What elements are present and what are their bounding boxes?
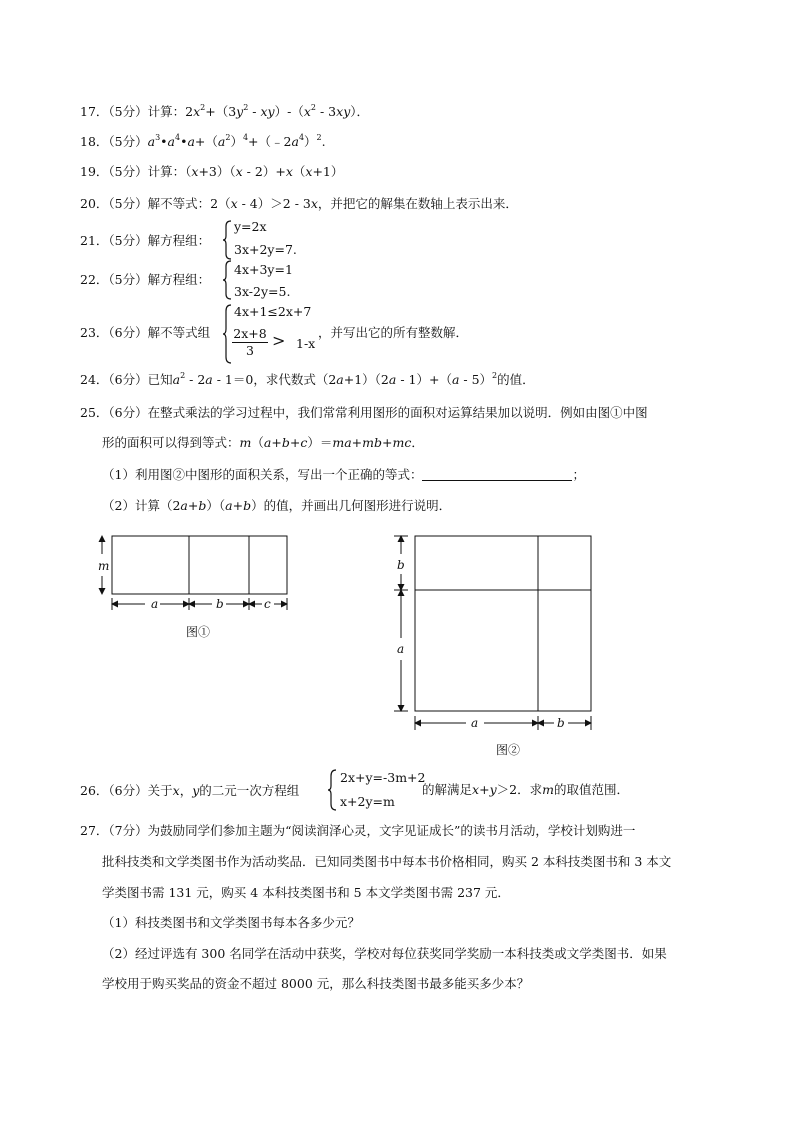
question-score: （5分） [108,196,148,211]
question-text: 计算： [147,164,186,179]
label-a-left: a [397,642,405,656]
figure-2 [386,530,606,764]
question-text: 关于 [147,783,173,798]
figure-2-caption: 图② [496,743,521,757]
question-score: （7分） [108,823,148,838]
question-score: （5分） [108,104,148,119]
label-b: b [216,597,224,611]
question-17 [80,104,369,120]
question-27-line-3: 学类图书需 131 元，购买 4 本科技类图书和 5 本文学类图书需 237 元． [102,885,510,900]
math-expression: $a^3•a^4•a+(a^2)^4+(﹣2a^4)^2$. [147,132,326,149]
question-text: 形的面积可以得到等式： [102,435,240,450]
equation-2: 3x+2y=7. [234,242,297,257]
question-text: 解不等式组 [147,325,211,340]
question-score: （5分） [108,164,148,179]
fraction-denominator: 3 [246,343,254,358]
question-number: 23． [80,325,109,340]
figure-1 [90,530,300,650]
equation-1: 2x+y=-3m+2 [340,770,426,785]
question-number: 19． [80,164,109,179]
question-number: 18． [80,134,109,149]
outer-square [415,536,591,711]
label-a: a [151,597,159,611]
question-25 [80,405,648,421]
question-text: 的二元一次方程组 [199,783,300,798]
question-number: 26． [80,783,109,798]
question-number: 21． [80,233,109,248]
figure-1-caption: 图① [186,625,211,639]
question-score: （6分） [108,783,148,798]
question-number: 24． [80,372,109,387]
question-text: 已知 [147,372,173,387]
question-24 [80,372,535,388]
question-text: 的值． [497,372,535,387]
question-19 [80,164,343,180]
question-text: 计算： [147,104,186,119]
question-27 [80,823,635,839]
question-text: ，并把它的解集在数轴上表示出来． [317,196,518,211]
question-26: 26．（6分）关于x，y的二元一次方程组 [80,783,300,798]
question-text: 解不等式： [147,196,211,211]
question-18 [80,134,326,150]
left-brace [223,260,233,300]
label-a-bottom: a [471,716,479,730]
question-text: ）的值，并画出几何图形进行说明． [251,498,452,513]
question-text: （2）计算（ [102,498,173,513]
question-text: ，求代数式 [253,372,316,387]
inequality-rhs: 1-x [296,336,316,351]
label-c: c [264,597,271,611]
left-brace [328,769,338,811]
question-number: 22． [80,272,109,287]
question-score: （5分） [108,233,148,248]
question-27-line-2: 批科技类和文学类图书作为活动奖品．已知同类图书中每本书价格相同，购买 2 本科技类图书和 3 本文 [102,854,672,869]
question-text: 为鼓励同学们参加主题为“阅读润泽心灵，文字见证成长”的读书月活动，学校计划购进一 [147,823,636,838]
question-text: 解方程组： [147,233,211,248]
question-20 [80,196,518,212]
question-23 [80,325,210,341]
question-score: （6分） [108,372,148,387]
question-number: 17． [80,104,109,119]
question-21 [80,233,210,249]
question-text: 解方程组： [147,272,211,287]
fraction-numerator: 2x+8 [233,326,267,341]
greater-than-sign: > [272,331,286,350]
fraction [232,327,268,358]
math-expression: m（a+b+c）＝ma+mb+mc． [239,435,424,450]
question-26-tail: 的解满足x+y＞2．求m的取值范围． [422,782,629,797]
math-expression: $2x^2+(3y^2 - xy)-(x^2 - 3xy)$． [185,102,370,119]
question-score: （6分） [108,405,148,420]
question-number: 25． [80,405,109,420]
equation-1: 4x+3y=1 [234,262,293,277]
equation-1: y=2x [234,219,267,234]
equation-2: 3x-2y=5. [234,284,291,299]
question-27-part-1: （1）科技类图书和文学类图书每本各多少元？ [102,915,360,930]
question-text: （1）利用图②中图形的面积关系，写出一个正确的等式： [102,467,423,482]
question-number: 20． [80,196,109,211]
math-expression: （2a+1）（2a - 1）+（a - 5）$^2$ [315,370,498,387]
question-27-part-2-line-2: 学校用于购买奖品的资金不超过 8000 元，那么科技类图书最多能买多少本？ [102,976,530,991]
inequality-1: 4x+1≤2x+7 [234,304,312,319]
question-text: 在整式乘法的学习过程中，我们常常利用图形的面积对运算结果加以说明．例如由图①中图 [147,405,648,420]
math-expression: $a^2 - 2a - 1=0$ [172,370,254,387]
question-score: （6分） [108,325,148,340]
answer-blank[interactable] [422,468,572,481]
outer-rectangle [112,536,287,594]
math-expression: （x+3）（x - 2）+x（x+1） [185,164,344,179]
question-25-part-1: （1）利用图②中图形的面积关系，写出一个正确的等式： ； [102,467,585,482]
question-text: ，并写出它的所有整数解． [318,325,469,340]
math-expression: 2（x - 4）＞2 - 3x [210,196,318,211]
question-number: 27． [80,823,109,838]
question-27-part-2-line-1: （2）经过评选有 300 名同学在活动中获奖，学校对每位获奖同学奖励一本科技类或文学类图书．如果 [102,946,667,961]
question-22 [80,272,210,288]
question-25-part-2 [102,498,451,514]
math-expression: 2a+b）（a+b [172,498,252,513]
equation-2: x+2y=m [340,794,395,809]
label-b-left: b [397,558,405,572]
question-score: （5分） [108,272,148,287]
left-brace [223,220,233,260]
question-25-line-2 [102,435,424,451]
label-b-bottom: b [557,716,565,730]
question-score: （5分） [108,134,148,149]
label-m: m [98,559,110,573]
